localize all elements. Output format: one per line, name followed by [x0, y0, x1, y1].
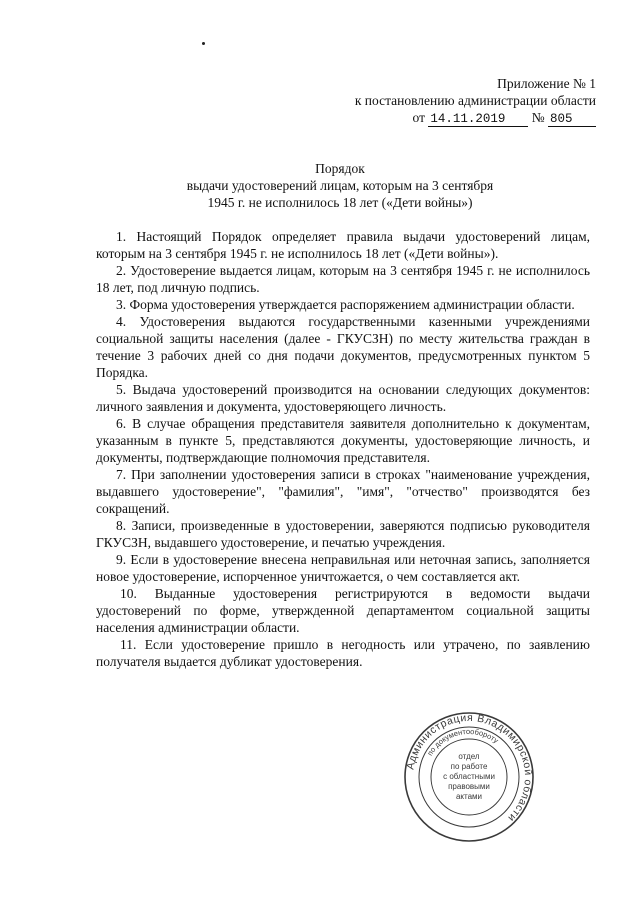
- paragraph-1: 1. Настоящий Порядок определяет правила выдачи удостоверений лицам, которым на 3 сентября 1945 г. не исполнилось 18 лет («Дети войны»).: [96, 229, 590, 261]
- title-line-2: 1945 г. не исполнилось 18 лет («Дети войны»): [207, 195, 473, 210]
- title-heading: Порядок: [315, 161, 365, 176]
- paragraph-4: 4. Удостоверения выдаются государственными казенными учреждениями социальной защиты населения (далее - ГКУСЗН) по месту жительства граждан в течение 3 рабочих дней со дня подачи документов, предусмотренных пунктом 5 Порядка.: [96, 314, 590, 380]
- appendix-title: Приложение № 1: [497, 76, 596, 91]
- number-value: 805: [548, 112, 596, 127]
- number-prefix: №: [531, 110, 545, 125]
- document-body: [96, 228, 590, 670]
- date-value: 14.11.2019: [428, 112, 528, 127]
- document-title: [110, 160, 570, 211]
- paragraph-5: 5. Выдача удостоверений производится на основании следующих документов: личного заявления и документа, удостоверяющего личность.: [96, 382, 590, 414]
- stamp-center-line-5: актами: [455, 792, 483, 801]
- paragraph-8: 8. Записи, произведенные в удостоверении, заверяются подписью руководителя ГКУСЗН, выдавшего удостоверение, и печатью учреждения.: [96, 518, 590, 550]
- stamp-center-line-3: с областными: [443, 772, 495, 781]
- date-prefix: от: [412, 110, 425, 125]
- stamp-center-line-1: отдел: [458, 752, 480, 761]
- paragraph-10: 10. Выданные удостоверения регистрируются в ведомости выдачи удостоверений по форме, утвержденной департаментом социальной защиты населения администрации области.: [96, 586, 590, 635]
- stamp-inner-ring-text: по документообороту: [425, 726, 501, 758]
- title-line-1: выдачи удостоверений лицам, которым на 3 сентября: [186, 178, 494, 193]
- paragraph-3: 3. Форма удостоверения утверждается распоряжением администрации области.: [116, 297, 575, 312]
- appendix-date-line: [355, 109, 596, 127]
- scan-speck: [202, 42, 205, 45]
- stamp-center-line-2: по работе: [450, 762, 488, 771]
- appendix-subtitle: к постановлению администрации области: [354, 93, 596, 108]
- paragraph-9: 9. Если в удостоверение внесена неправильная или неточная запись, заполняется новое удостоверение, испорченное уничтожается, о чем составляется акт.: [96, 552, 590, 584]
- official-stamp: [403, 711, 535, 843]
- paragraph-7: 7. При заполнении удостоверения записи в строках "наименование учреждения, выдавшего удостоверение", "фамилия", "имя", "отчество" производятся без сокращений.: [96, 467, 590, 516]
- stamp-center-line-4: правовыми: [448, 782, 490, 791]
- appendix-header: [355, 75, 596, 127]
- stamp-ring-text: Администрация Владимирской области: [404, 711, 535, 825]
- paragraph-2: 2. Удостоверение выдается лицам, которым на 3 сентября 1945 г. не исполнилось 18 лет, под личную подпись.: [96, 263, 590, 295]
- paragraph-6: 6. В случае обращения представителя заявителя дополнительно к документам, указанным в пункте 5, представляются документы, удостоверяющие личность, и документы, подтверждающие полномочия представителя.: [96, 416, 590, 465]
- paragraph-11: 11. Если удостоверение пришло в негодность или утрачено, по заявлению получателя выдается дубликат удостоверения.: [96, 637, 590, 669]
